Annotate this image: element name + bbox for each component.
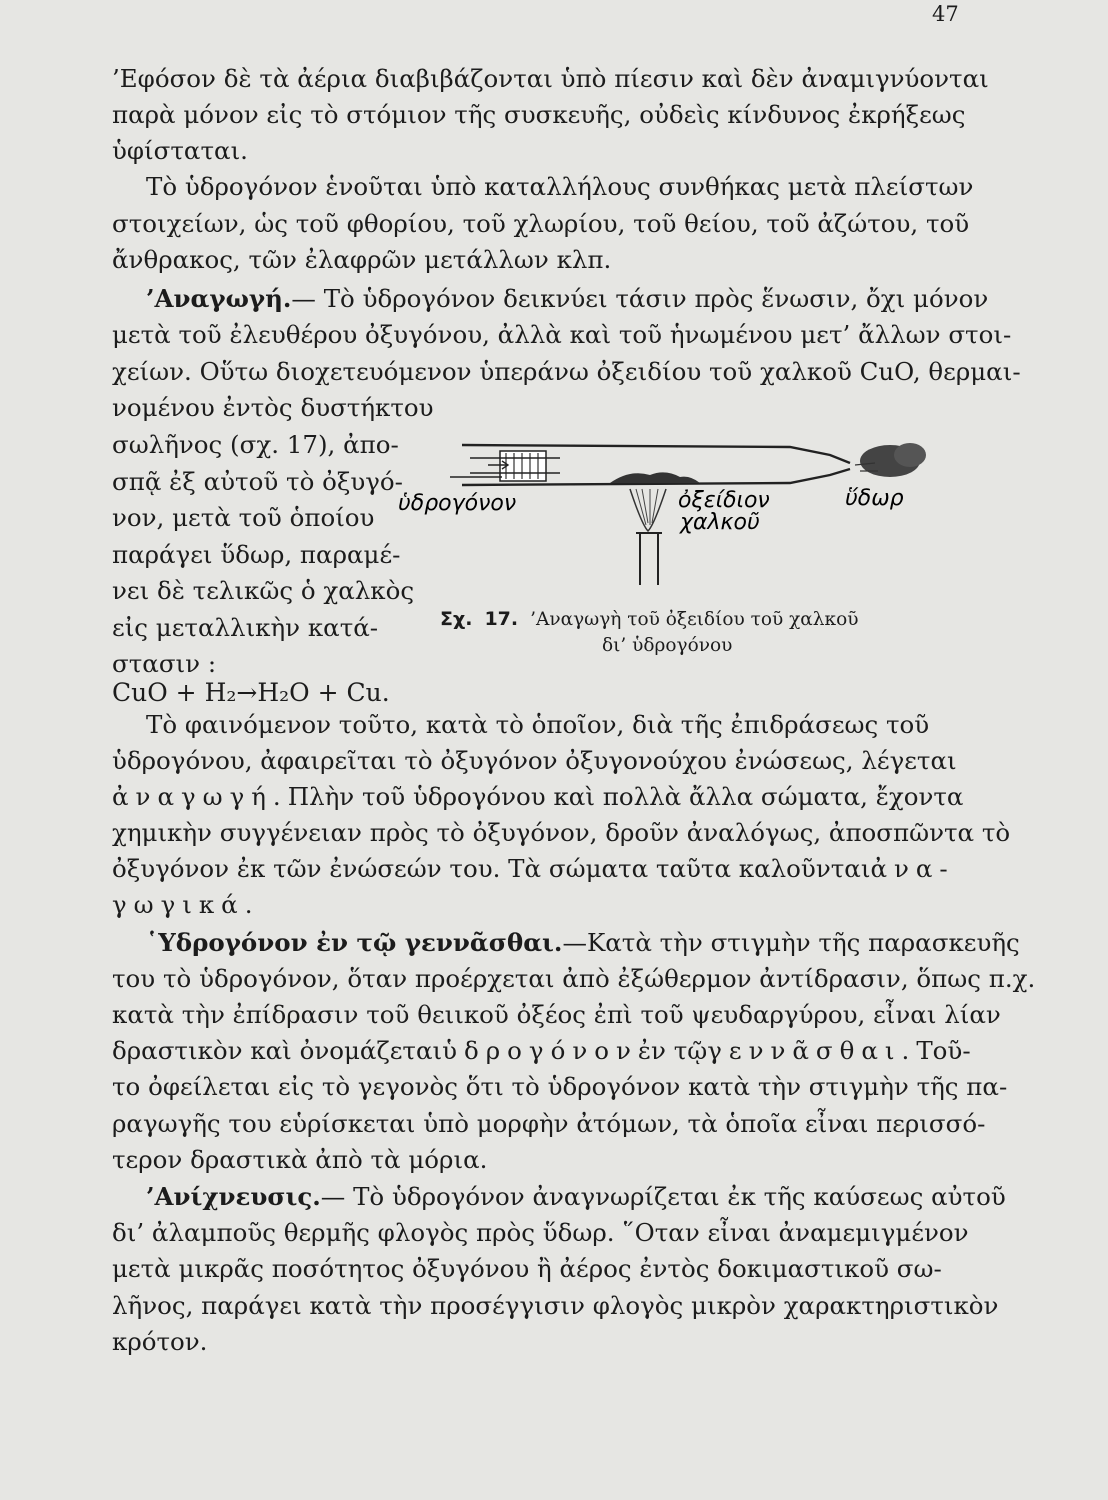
caption-line-2: δι’ ὑδρογόνου — [602, 635, 733, 656]
text-line: στασιν : — [112, 649, 217, 678]
text-line: δι’ ἀλαμποῦς θερμῆς φλογὸς πρὸς ὕδωρ. ῞Οταν εἶναι ἀναμεμιγμένον — [112, 1218, 969, 1247]
section-heading-anagogi: ’Αναγωγή. — [146, 284, 292, 313]
text-line: νον, μετὰ τοῦ ὁποίου — [112, 503, 375, 532]
spaced-term: γωγικά. — [112, 890, 260, 919]
text-line: νει δὲ τελικῶς ὁ χαλκὸς — [112, 576, 415, 605]
text-line: εἰς μεταλλικὴν κατά- — [112, 613, 379, 642]
caption-prefix: Σχ. — [440, 608, 473, 630]
text-line: λῆνος, παράγει κατὰ τὴν προσέγγισιν φλογὸς μικρὸν χαρακτηριστικὸν — [112, 1291, 999, 1320]
text-line — [112, 1034, 971, 1068]
text-run: ὀξυγόνον ἐκ τῶν ἐνώσεών του. Τὰ σώματα ταῦτα καλοῦνται — [112, 854, 871, 883]
text-line: σωλῆνος (σχ. 17), ἀπο- — [112, 430, 399, 459]
text-line: ’Εφόσον δὲ τὰ ἀέρια διαβιβάζονται ὑπὸ πίεσιν καὶ δὲν ἀναμιγνύονται — [112, 64, 989, 93]
section-heading-nascent: ῾Υδρογόνον ἐν τῷ γεννᾶσθαι. — [146, 928, 563, 957]
text-line: μετὰ μικρᾶς ποσότητος ὀξυγόνου ἢ ἀέρος ἐντὸς δοκιμαστικοῦ σω- — [112, 1254, 942, 1283]
text-line — [112, 780, 964, 814]
text-line: ἄνθρακος, τῶν ἐλαφρῶν μετάλλων κλπ. — [112, 245, 612, 274]
label-oxide-1: ὀξείδιον — [678, 488, 770, 513]
text-line — [146, 1180, 1006, 1214]
text-run: —Κατὰ τὴν στιγμὴν τῆς παρασκευῆς — [562, 928, 1020, 957]
text-run: — Τὸ ὑδρογόνον δεικνύει τάσιν πρὸς ἕνωσιν, ὄχι μόνον — [291, 284, 989, 313]
text-line: του τὸ ὑδρογόνον, ὅταν προέρχεται ἀπὸ ἐξώθερμον ἀντίδρασιν, ὅπως π.χ. — [112, 964, 1036, 993]
text-line: νομένου ἐντὸς δυστήκτου — [112, 393, 434, 422]
text-line: τερον δραστικὰ ἀπὸ τὰ μόρια. — [112, 1145, 488, 1174]
section-heading-detection: ’Ανίχνευσις. — [146, 1182, 321, 1211]
text-line: σπᾷ ἐξ αὐτοῦ τὸ ὀξυγό- — [112, 467, 403, 496]
label-hydrogen: ὑδρογόνον — [398, 491, 517, 516]
text-line: παρὰ μόνον εἰς τὸ στόμιον τῆς συσκευῆς, οὐδεὶς κίνδυνος ἐκρήξεως — [112, 100, 966, 129]
caption-number: 17. — [484, 608, 519, 630]
text-line — [112, 888, 947, 922]
spaced-term: ἀνα- — [870, 854, 955, 883]
text-run: Τοῦ- — [916, 1036, 971, 1065]
text-run: Πλὴν τοῦ ὑδρογόνου καὶ πολλὰ ἄλλα σώματα, ἔχοντα — [287, 782, 964, 811]
text-line: ὑφίσταται. — [112, 136, 248, 165]
text-line — [146, 926, 1020, 960]
text-line: κρότον. — [112, 1327, 208, 1356]
text-line — [112, 852, 955, 886]
figure-caption — [440, 606, 950, 659]
caption-line-1: ’Αναγωγὴ τοῦ ὀξειδίου τοῦ χαλκοῦ — [530, 609, 859, 630]
text-line: ραγωγῆς του εὑρίσκεται ὑπὸ μορφὴν ἀτόμων, τὰ ὁποῖα εἶναι περισσό- — [112, 1109, 986, 1138]
text-line: Τὸ ὑδρογόνον ἑνοῦται ὑπὸ καταλλήλους συνθήκας μετὰ πλείστων — [146, 172, 974, 201]
chemical-formula: CuO + H₂→H₂O + Cu. — [112, 678, 390, 707]
text-line: στοιχείων, ὡς τοῦ φθορίου, τοῦ χλωρίου, τοῦ θείου, τοῦ ἀζώτου, τοῦ — [112, 209, 970, 238]
text-line: παράγει ὕδωρ, παραμέ- — [112, 540, 401, 569]
label-oxide-2: χαλκοῦ — [680, 510, 760, 535]
spaced-term: ὑδρογόνον — [442, 1036, 638, 1065]
text-run: δραστικὸν καὶ ὀνομάζεται — [112, 1036, 443, 1065]
page-number: 47 — [932, 2, 959, 26]
apparatus-diagram — [398, 425, 950, 590]
text-line: μετὰ τοῦ ἐλευθέρου ὀξυγόνου, ἀλλὰ καὶ τοῦ ἡνωμένου μετ’ ἄλλων στοι- — [112, 320, 1012, 349]
text-run: — Τὸ ὑδρογόνον ἀναγνωρίζεται ἐκ τῆς καύσεως αὐτοῦ — [320, 1182, 1006, 1211]
text-run: ἐν τῷ — [637, 1036, 708, 1065]
spaced-term: γεννᾶσθαι. — [707, 1036, 917, 1065]
text-line: κατὰ τὴν ἐπίδρασιν τοῦ θειικοῦ ὀξέος ἐπὶ τοῦ ψευδαργύρου, εἶναι λίαν — [112, 1000, 1001, 1029]
spaced-term: ἀναγωγή. — [112, 782, 288, 811]
figure-17 — [398, 425, 950, 590]
text-line: Τὸ φαινόμενον τοῦτο, κατὰ τὸ ὁποῖον, διὰ τῆς ἐπιδράσεως τοῦ — [146, 710, 930, 739]
text-line: χημικὴν συγγένειαν πρὸς τὸ ὀξυγόνον, δροῦν ἀναλόγως, ἀποσπῶντα τὸ — [112, 818, 1011, 847]
text-line — [146, 282, 989, 316]
text-line: το ὀφείλεται εἰς τὸ γεγονὸς ὅτι τὸ ὑδρογόνον κατὰ τὴν στιγμὴν τῆς πα- — [112, 1072, 1008, 1101]
text-line: ὑδρογόνου, ἀφαιρεῖται τὸ ὀξυγόνον ὀξυγονούχου ἐνώσεως, λέγεται — [112, 746, 957, 775]
text-line: χείων. Οὕτω διοχετευόμενον ὑπεράνω ὀξειδίου τοῦ χαλκοῦ CuO, θερμαι- — [112, 357, 1021, 386]
label-water: ὕδωρ — [845, 486, 904, 511]
